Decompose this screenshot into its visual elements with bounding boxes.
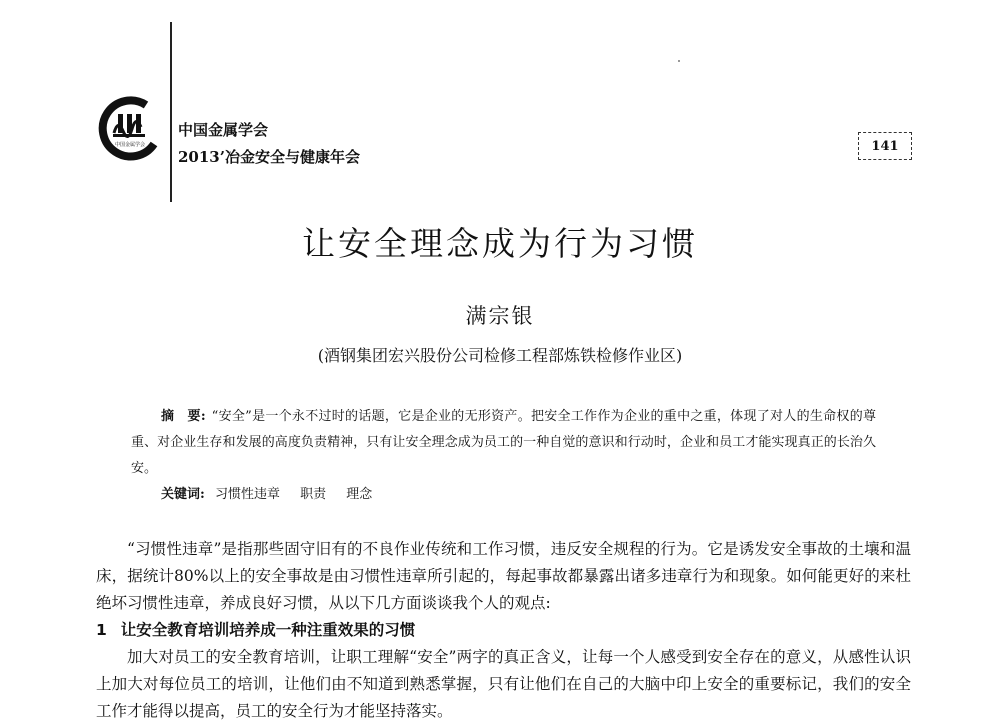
scan-speck bbox=[678, 60, 680, 62]
section-number: 1 bbox=[96, 621, 107, 639]
section-paragraph: 加大对员工的安全教育培训，让职工理解“安全”两字的真正含义，让每一个人感受到安全存在的意义，从感性认识上加大对每位员工的培训，让他们由不知道到熟悉掌握，只有让他们在自己的大脑中印上安全的重要标记，我们的安全工作才能得以提高，员工的安全行为才能坚持落实。 bbox=[96, 648, 911, 720]
abstract-text: “安全”是一个永不过时的话题，它是企业的无形资产。把安全工作作为企业的重中之重，体现了对人的生命权的尊重、对企业生存和发展的高度负责精神，只有让安全理念成为员工的一种自觉的意识和行动时，企业和员工才能实现真正的长治久安。 bbox=[131, 409, 876, 476]
society-logo-icon bbox=[96, 96, 164, 164]
keyword: 理念 bbox=[346, 487, 373, 502]
abstract-label: 摘 要: bbox=[161, 409, 206, 424]
keywords bbox=[161, 483, 388, 502]
conference-name: 2013’冶金安全与健康年会 bbox=[178, 148, 360, 166]
section-heading bbox=[96, 617, 911, 644]
keyword: 习惯性违章 bbox=[214, 487, 280, 502]
author-affiliation: (酒钢集团宏兴股份公司检修工程部炼铁检修作业区) bbox=[317, 346, 683, 365]
logo-text: 中国金属学会 bbox=[114, 142, 146, 148]
keyword: 职责 bbox=[300, 487, 327, 502]
abstract bbox=[131, 404, 876, 482]
intro-paragraph: “习惯性违章”是指那些固守旧有的不良作业传统和工作习惯，违反安全规程的行为。它是诱发安全事故的土壤和温床，据统计80%以上的安全事故是由习惯性违章所引起的，每起事故都暴露出诸多违章行为和现象。如何能更好的来杜绝坏习惯性违章，养成良好习惯，从以下几方面谈谈我个人的观点: bbox=[96, 540, 911, 612]
article-body bbox=[96, 536, 911, 725]
section-title: 让安全教育培训培养成一种注重效果的习惯 bbox=[120, 621, 416, 639]
article-author: 满宗银 bbox=[465, 304, 535, 328]
article-title: 让安全理念成为行为习惯 bbox=[302, 224, 698, 263]
page-number: 141 bbox=[858, 132, 912, 160]
society-name: 中国金属学会 bbox=[178, 121, 269, 139]
keywords-label: 关键词: bbox=[161, 487, 205, 502]
header-divider bbox=[170, 22, 172, 202]
